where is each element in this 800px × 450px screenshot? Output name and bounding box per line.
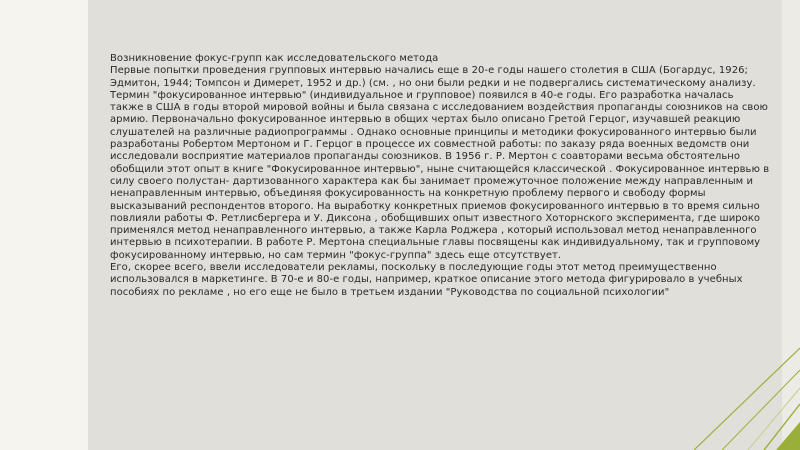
paragraph-3: Его, скорее всего, ввели исследователи рекламы, поскольку в последующие годы этот метод преимущественно использовался в маркетинге. В 70-е и 80-е годы, например, краткое описание этого метода фигурировало в учебных пособиях по рекламе , но его еще не было в третьем издании "Руководства по социальной психологии" xyxy=(110,262,743,298)
decor-line-1 xyxy=(694,348,800,450)
decor-triangle xyxy=(776,422,800,450)
decorative-lines-graphic xyxy=(660,340,800,450)
slide-title: Возникновение фокус-групп как исследовательского метода xyxy=(110,53,439,64)
paragraph-1: Первые попытки проведения групповых интервью начались еще в 20-е годы нашего столетия в США (Богардус, 1926; Эдмитон, 1944; Томпсон и Димерет, 1952 и др.) (см. , но они были редки и не подвергались систематическому анализу. xyxy=(110,65,756,89)
slide-body-text xyxy=(110,53,770,299)
paragraph-2: Термин "фокусированное интервью" (индивидуальное и групповое) появился в 40-е годы. Его разработка началась также в США в годы второй мировой войны и была связана с исследованием воздействия пропаганды союзников на свою армию. Первоначально фокусированное интервью в общих чертах было описано Гретой Герцог, изучавшей реакцию слушателей на различные радиопрограммы . Однако основные принципы и методики фокусированного интервью были разработаны Робертом Мертоном и Г. Герцог в процессе их совместной работы: по заказу ряда военных ведомств они исследовали восприятие материалов пропаганды союзников. В 1956 г. Р. Мертон с соавторами весьма обстоятельно обобщили этот опыт в книге "Фокусированное интервью", ныне считающейся классической . Фокусированное интервью в силу своего полустан- дартизованного характера как бы занимает промежуточное положение между направленным и ненаправленным интервью, объединяя фокусированность на конкретную проблему первого и свободу формы высказываний респондентов второго. На выработку конкретных приемов фокусированного интервью в то время сильно повлияли работы Ф. Ретлисбергера и У. Диксона , обобщивших опыт известного Хоторнского эксперимента, где широко применялся метод ненаправленного интервью, а также Карла Роджера , который использовал метод ненаправленного интервью в психотерапии. В работе Р. Мертона специальные главы посвящены как индивидуальному, так и групповому фокусированному интервью, но сам термин "фокус-группа" здесь еще отсутствует. xyxy=(110,89,770,261)
left-margin xyxy=(0,0,88,450)
